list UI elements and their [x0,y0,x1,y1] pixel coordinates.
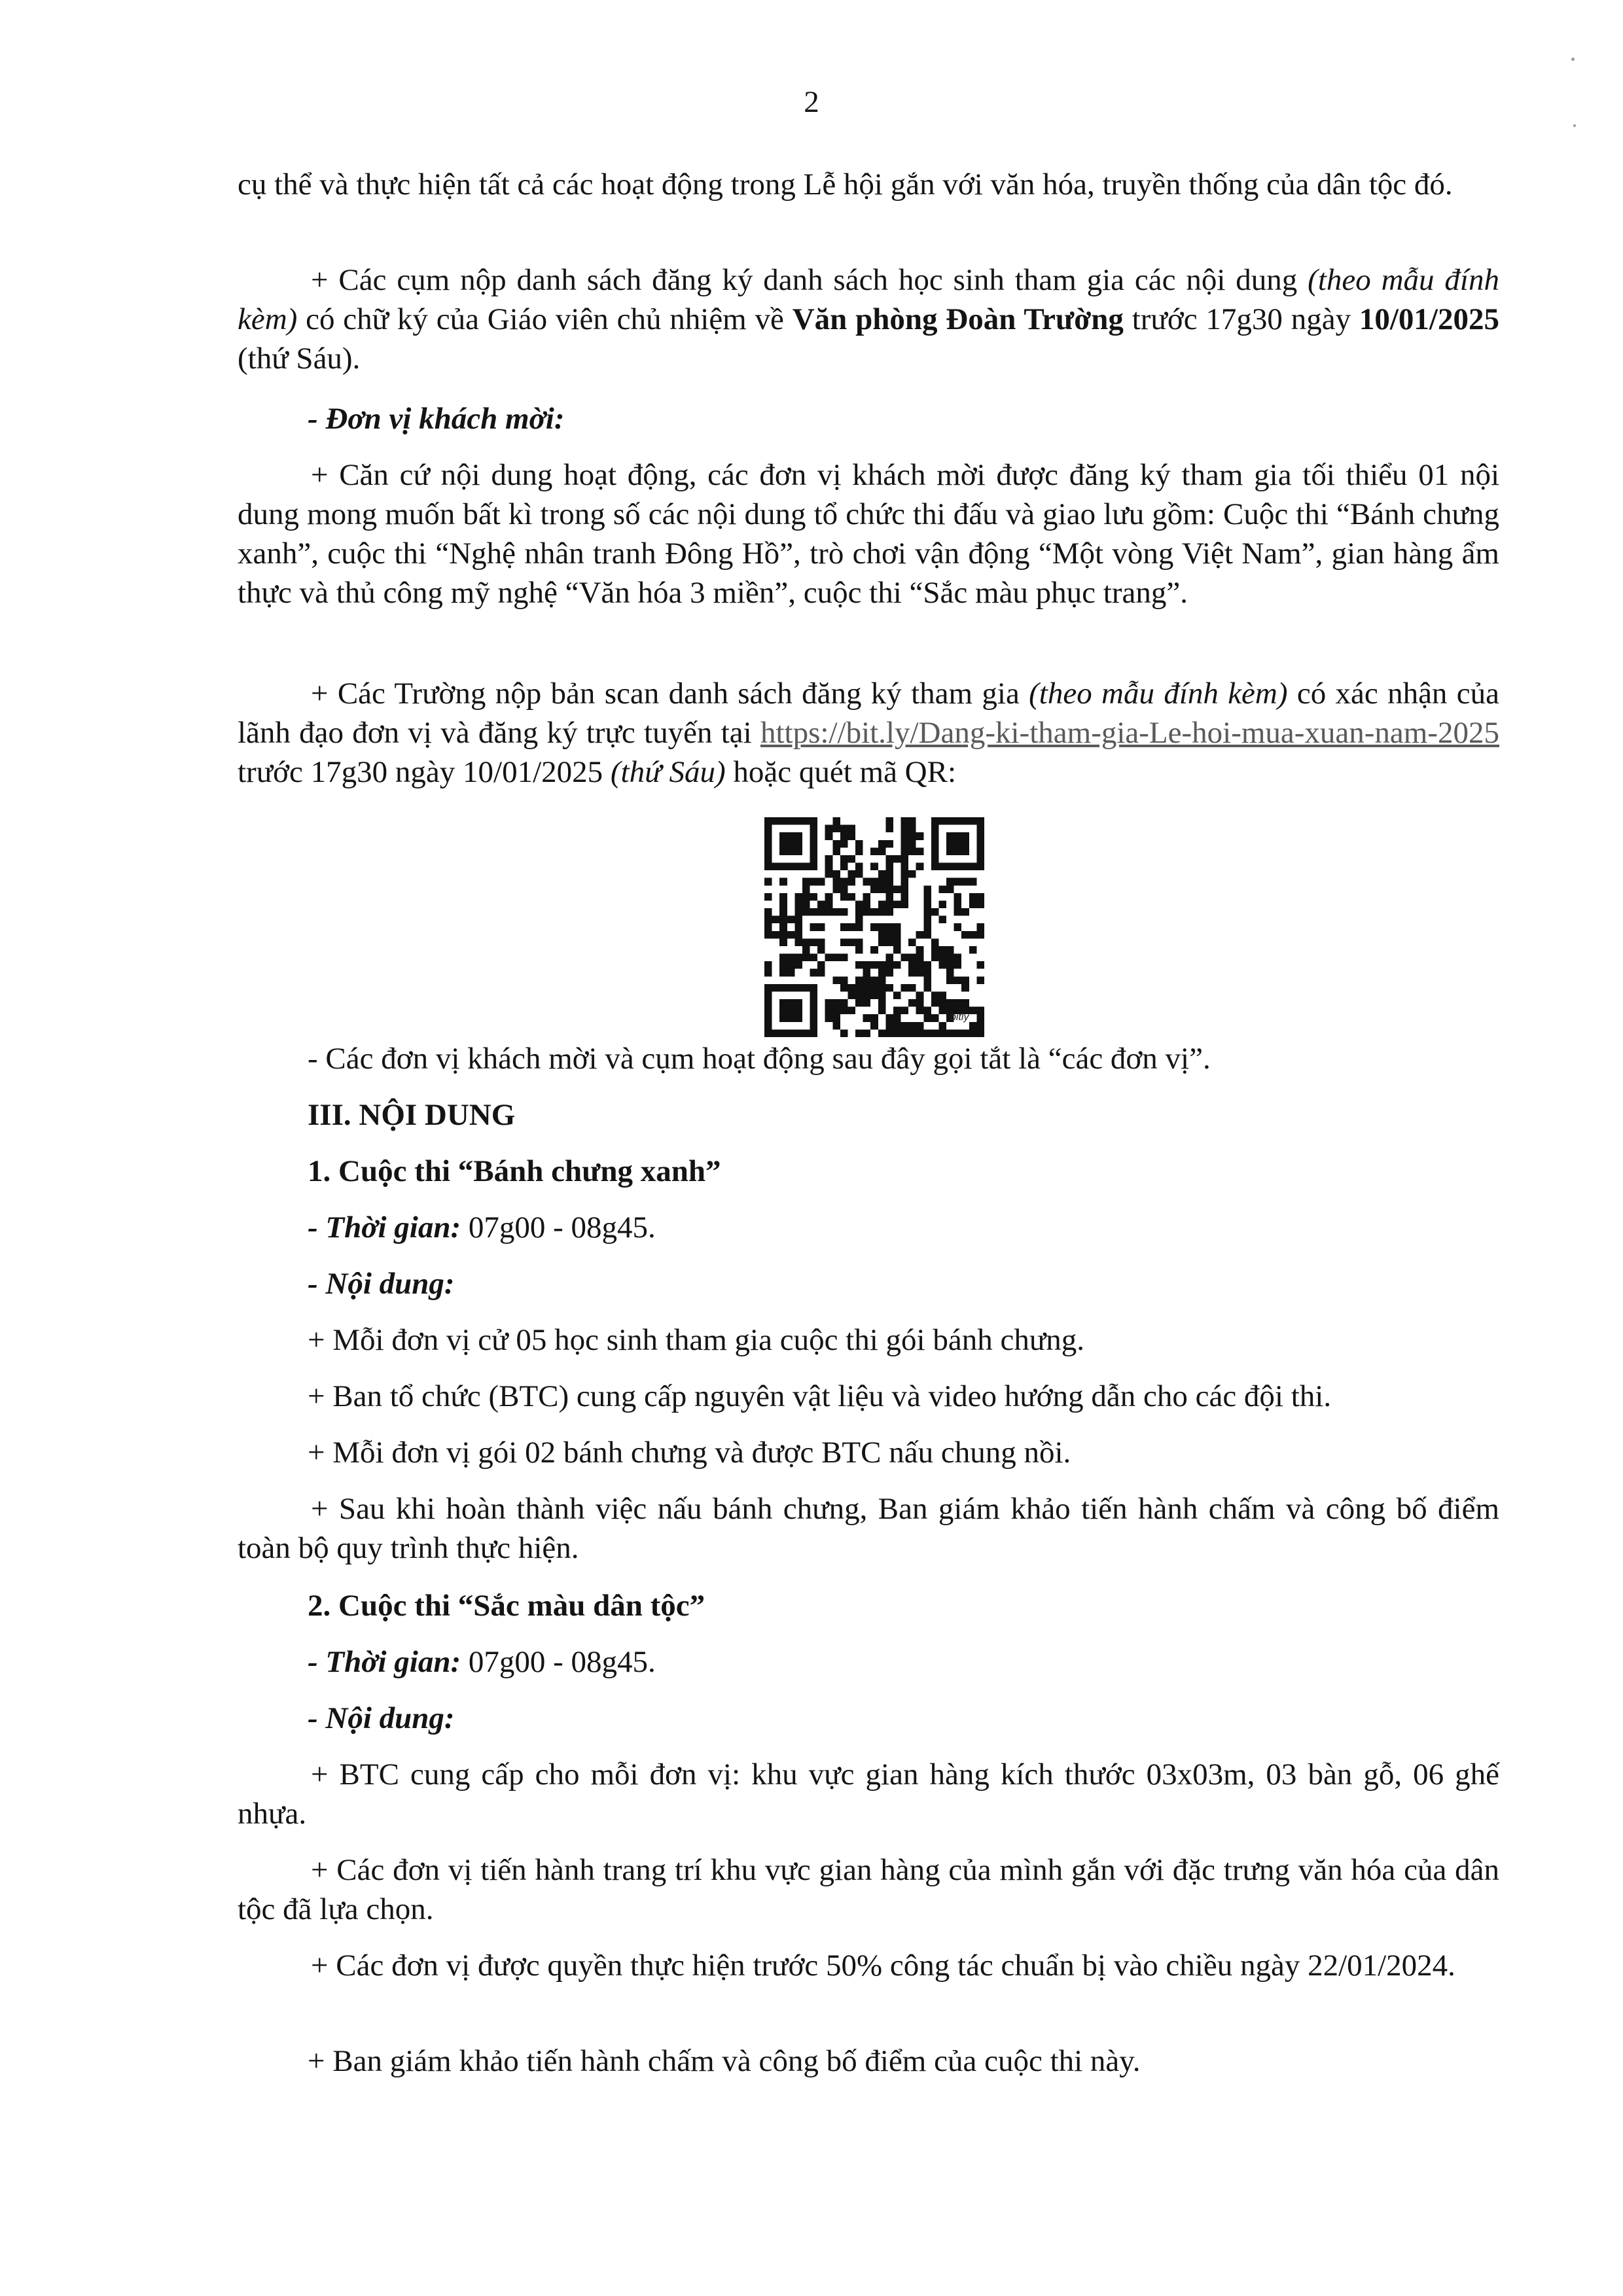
contest2-item: + BTC cung cấp cho mỗi đơn vị: khu vực gian hàng kích thước 03x03m, 03 bàn gỗ, 06 ghế nhựa. [238,1757,1499,1831]
text-run: + Các Trường nộp bản scan danh sách đăng ký tham gia [311,677,1029,711]
contest2-item: + Các đơn vị tiến hành trang trí khu vực gian hàng của mình gắn với đặc trưng văn hóa của dân tộc đã lựa chọn. [238,1853,1499,1926]
time-label: - Thời gian: [308,1645,461,1679]
contest2-title: 2. Cuộc thi “Sắc màu dân tộc” [308,1589,705,1623]
contest2-time [308,1642,1499,1682]
office-name: Văn phòng Đoàn Trường [792,302,1124,336]
guest-units-heading: - Đơn vị khách mời: [308,402,565,436]
scan-speck [1571,58,1575,61]
qr-code-image[interactable] [763,817,986,1037]
contest1-item: + Sau khi hoàn thành việc nấu bánh chưng, Ban giám khảo tiến hành chấm và công bố điểm toàn bộ quy trình thực hiện. [238,1492,1499,1565]
time-label: - Thời gian: [308,1210,461,1245]
text-run: có chữ ký của Giáo viên chủ nhiệm về [297,302,793,336]
units-note: - Các đơn vị khách mời và cụm hoạt động sau đây gọi tắt là “các đơn vị”. [308,1042,1211,1076]
scan-speck [1573,124,1576,127]
cluster-submission-paragraph [238,260,1499,378]
deadline-date: 10/01/2025 [1359,302,1499,336]
contest2-item: + Ban giám khảo tiến hành chấm và công bố điểm của cuộc thi này. [308,2044,1141,2078]
text-run: có xác nhận của lãnh đạo đơn vị và đăng ký trực tuyến tại [238,677,1499,750]
qr-caption: bitly [950,1012,969,1023]
contest1-content-label: - Nội dung: [308,1267,455,1301]
contest1-time [308,1208,1499,1247]
page-number: 2 [804,85,819,119]
contest1-item: + Ban tổ chức (BTC) cung cấp nguyên vật liệu và video hướng dẫn cho các đội thi. [308,1379,1332,1413]
guest-units-paragraph: + Căn cứ nội dung hoạt động, các đơn vị khách mời được đăng ký tham gia tối thiểu 01 nội dung mong muốn bất kì trong số các nội dung tổ chức thi đấu và giao lưu gồm: Cuộc thi “Bánh chưng xanh”, cuộc thi “Nghệ nhân tranh Đông Hồ”, trò chơi vận động “Một vòng Việt Nam”, gian hàng ẩm thực và thủ công mỹ nghệ “Văn hóa 3 miền”, cuộc thi “Sắc màu phục trang”. [238,458,1499,610]
contest1-item: + Mỗi đơn vị gói 02 bánh chưng và được BTC nấu chung nồi. [308,1436,1071,1470]
text-run: trước 17g30 ngày 10/01/2025 [238,755,611,789]
time-value: 07g00 - 08g45. [461,1210,656,1245]
section3-title: III. NỘI DUNG [308,1098,516,1132]
contest1-item: + Mỗi đơn vị cử 05 học sinh tham gia cuộc thi gói bánh chưng. [308,1323,1085,1357]
registration-link[interactable]: https://bit.ly/Dang-ki-tham-gia-Le-hoi-mua-xuan-nam-2025 [760,716,1499,750]
schools-submission-paragraph [238,674,1499,792]
text-run: + Các cụm nộp danh sách đăng ký danh sách học sinh tham gia các nội dung [311,263,1308,297]
weekday-note: (thứ Sáu) [610,755,726,789]
intro-paragraph: cụ thể và thực hiện tất cả các hoạt động trong Lễ hội gắn với văn hóa, truyền thống của dân tộc đó. [238,168,1453,202]
time-value: 07g00 - 08g45. [461,1645,656,1679]
text-run: trước 17g30 ngày [1123,302,1359,336]
template-note: (theo mẫu đính kèm) [1029,677,1288,711]
text-run: hoặc quét mã QR: [725,755,957,789]
contest2-item: + Các đơn vị được quyền thực hiện trước 50% công tác chuẩn bị vào chiều ngày 22/01/2024. [311,1949,1455,1983]
template-note: (theo mẫu đính kèm) [238,263,1499,336]
contest2-content-label: - Nội dung: [308,1701,455,1735]
contest1-title: 1. Cuộc thi “Bánh chưng xanh” [308,1154,721,1188]
text-run: (thứ Sáu). [238,342,361,376]
